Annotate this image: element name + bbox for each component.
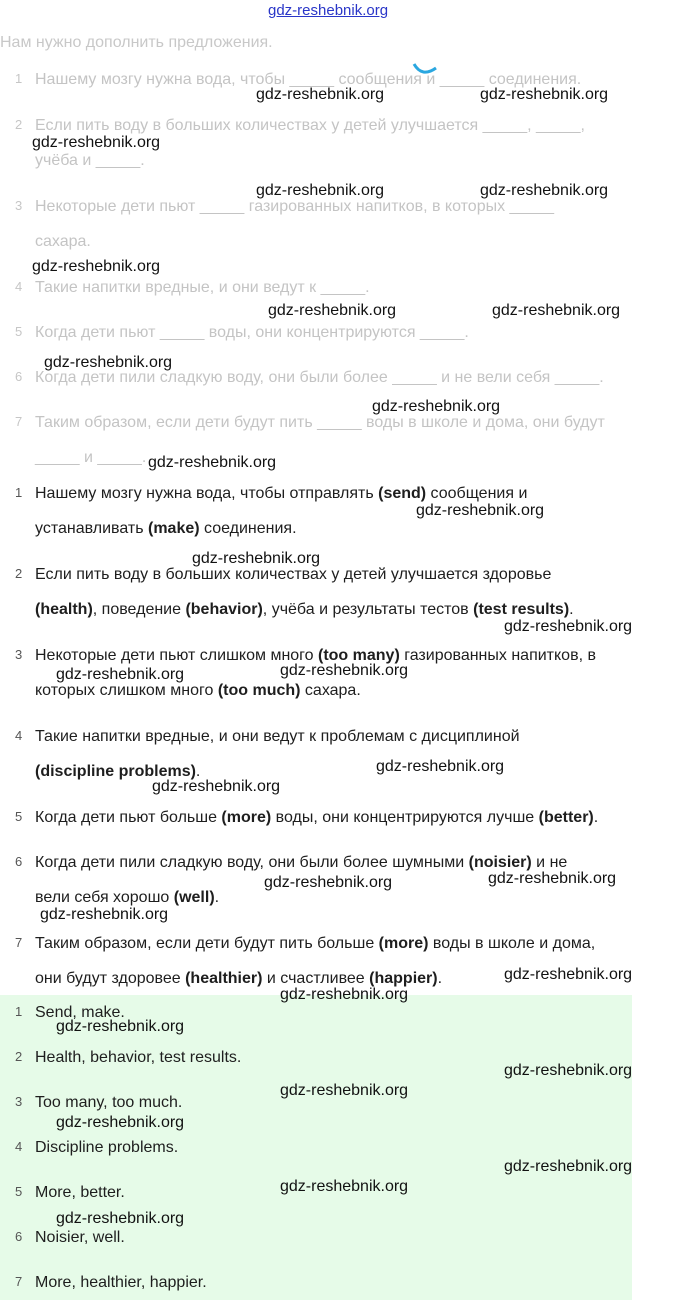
answer-keyword: (more)	[221, 809, 272, 826]
question-text: Когда дети пили сладкую воду, они были более _____ и не вели себя _____.	[35, 369, 604, 386]
answer-fragment: .	[569, 601, 574, 618]
watermark-text: gdz-reshebnik.org	[492, 302, 621, 319]
answer-fragment: Некоторые дети пьют слишком много	[35, 647, 318, 664]
intro-text: Нам нужно дополнить предложения.	[0, 34, 273, 51]
watermark-text: gdz-reshebnik.org	[280, 986, 409, 1003]
answer-keyword: (behavior)	[185, 601, 263, 618]
watermark-text: gdz-reshebnik.org	[56, 1210, 185, 1227]
watermark-text: gdz-reshebnik.org	[40, 906, 169, 923]
short-answer-text: Too many, too much.	[35, 1094, 183, 1111]
question-text: сахара.	[35, 233, 91, 250]
answer-keyword: (happier)	[369, 970, 438, 987]
answer-keyword: (discipline problems)	[35, 763, 196, 780]
question-text: Если пить воду в больших количествах у детей улучшается _____, _____,	[35, 117, 585, 134]
answer-fragment: .	[195, 763, 201, 780]
answer-keyword: (test results)	[473, 601, 570, 618]
answer-fragment: и счастливее	[262, 970, 370, 987]
watermark-text: gdz-reshebnik.org	[256, 86, 385, 103]
answer-fragment: Когда дети пьют больше	[35, 809, 222, 826]
question-text: Такие напитки вредные, и они ведут к _____.	[35, 279, 370, 296]
watermark-text: gdz-reshebnik.org	[280, 1178, 409, 1195]
answer-keyword: (well)	[173, 889, 215, 906]
answer-fragment: которых слишком много	[35, 682, 218, 699]
watermark-text: gdz-reshebnik.org	[376, 758, 505, 775]
question-text: Таким образом, если дети будут пить _____ воды в школе и дома, они будут	[35, 414, 605, 431]
answer-fragment: , учёба и результаты тестов	[262, 601, 474, 618]
answer-fragment: Таким образом, если дети будут пить больше	[35, 935, 379, 952]
answer-fragment: .	[214, 889, 220, 906]
answer-text	[35, 592, 574, 627]
answer-fragment: Когда дети пили сладкую воду, они были более шумными	[35, 854, 469, 871]
watermark-text: gdz-reshebnik.org	[56, 1114, 185, 1131]
question-number: 6	[15, 369, 23, 384]
watermark-text: gdz-reshebnik.org	[504, 618, 633, 635]
question-number: 4	[15, 279, 23, 294]
answer-number: 6	[15, 854, 23, 869]
answer-fragment: вели себя хорошо	[35, 889, 174, 906]
answer-fragment: Такие напитки вредные, и они ведут к проблемам с дисциплиной	[35, 728, 520, 745]
answer-keyword: (health)	[35, 601, 93, 618]
answer-fragment: газированных напитков, в	[399, 647, 596, 664]
short-answer-number: 1	[15, 1004, 23, 1019]
watermark-text: gdz-reshebnik.org	[264, 874, 393, 891]
short-answer-text: Health, behavior, test results.	[35, 1049, 242, 1066]
answer-fragment: соединения.	[199, 520, 297, 537]
short-answer-number: 3	[15, 1094, 23, 1109]
answer-text	[35, 926, 595, 961]
watermark-text: gdz-reshebnik.org	[480, 182, 609, 199]
watermark-text: gdz-reshebnik.org	[372, 398, 501, 415]
short-answer-number: 5	[15, 1184, 23, 1199]
question-number: 5	[15, 324, 23, 339]
question-text: _____ и _____.	[35, 449, 147, 466]
watermark-text: gdz-reshebnik.org	[280, 1082, 409, 1099]
answer-fragment: Нашему мозгу нужна вода, чтобы отправлять	[35, 485, 379, 502]
site-link[interactable]: gdz-reshebnik.org	[268, 2, 389, 19]
answer-keyword: (noisier)	[468, 854, 532, 871]
answer-keyword: (make)	[147, 520, 200, 537]
watermark-text: gdz-reshebnik.org	[504, 966, 633, 983]
watermark-text: gdz-reshebnik.org	[192, 550, 321, 567]
question-number: 1	[15, 71, 23, 86]
answer-fragment: , поведение	[92, 601, 186, 618]
question-number: 2	[15, 117, 23, 132]
question-text: Некоторые дети пьют _____ газированных напитков, в которых _____	[35, 198, 555, 215]
short-answer-text: Noisier, well.	[35, 1229, 125, 1246]
answer-fragment: Если пить воду в больших количествах у детей улучшается здоровье	[35, 566, 552, 583]
answer-fragment: .	[593, 809, 599, 826]
watermark-text: gdz-reshebnik.org	[56, 666, 185, 683]
answer-number: 1	[15, 485, 23, 500]
answer-fragment: воды в школе и дома,	[428, 935, 596, 952]
answer-fragment: сахара.	[300, 682, 361, 699]
answer-fragment: воды, они концентрируются лучше	[271, 809, 539, 826]
watermark-text: gdz-reshebnik.org	[268, 302, 397, 319]
answer-number: 4	[15, 728, 23, 743]
short-answer-text: More, better.	[35, 1184, 125, 1201]
answer-text	[35, 719, 520, 754]
watermark-text: gdz-reshebnik.org	[32, 134, 161, 151]
answer-fragment: и не	[531, 854, 568, 871]
watermark-text: gdz-reshebnik.org	[480, 86, 609, 103]
watermark-text: gdz-reshebnik.org	[148, 454, 277, 471]
watermark-text: gdz-reshebnik.org	[504, 1062, 633, 1079]
question-number: 7	[15, 414, 23, 429]
answer-text	[35, 800, 598, 835]
answer-keyword: (too many)	[318, 647, 400, 664]
question-text: учёба и _____.	[35, 152, 145, 169]
watermark-text: gdz-reshebnik.org	[152, 778, 281, 795]
short-answer-text: Discipline problems.	[35, 1139, 179, 1156]
answer-number: 3	[15, 647, 23, 662]
short-answer-text: Send, make.	[35, 1004, 125, 1021]
watermark-text: gdz-reshebnik.org	[32, 258, 161, 275]
answer-fragment: .	[437, 970, 443, 987]
answer-fragment: устанавливать	[35, 520, 148, 537]
short-answer-number: 6	[15, 1229, 23, 1244]
watermark-text: gdz-reshebnik.org	[504, 1158, 633, 1175]
watermark-text: gdz-reshebnik.org	[256, 182, 385, 199]
question-text: Когда дети пьют _____ воды, они концентрируются _____.	[35, 324, 469, 341]
answer-keyword: (better)	[538, 809, 594, 826]
answer-number: 5	[15, 809, 23, 824]
watermark-text: gdz-reshebnik.org	[416, 502, 545, 519]
answer-number: 2	[15, 566, 23, 581]
short-answer-number: 4	[15, 1139, 23, 1154]
answer-number: 7	[15, 935, 23, 950]
answer-fragment: они будут здоровее	[35, 970, 186, 987]
short-answer-number: 2	[15, 1049, 23, 1064]
question-number: 3	[15, 198, 23, 213]
answer-keyword: (more)	[378, 935, 429, 952]
short-answer-text: More, healthier, happier.	[35, 1274, 207, 1291]
answer-fragment: сообщения и	[426, 485, 528, 502]
answer-text	[35, 511, 297, 546]
watermark-text: gdz-reshebnik.org	[56, 1018, 185, 1035]
watermark-text: gdz-reshebnik.org	[488, 870, 617, 887]
watermark-text: gdz-reshebnik.org	[44, 354, 173, 371]
answer-keyword: (too much)	[217, 682, 301, 699]
short-answer-number: 7	[15, 1274, 23, 1289]
watermark-text: gdz-reshebnik.org	[280, 662, 409, 679]
answer-keyword: (send)	[378, 485, 427, 502]
answer-keyword: (healthier)	[185, 970, 263, 987]
question-text: Нашему мозгу нужна вода, чтобы _____ сообщения и _____ соединения.	[35, 71, 582, 88]
